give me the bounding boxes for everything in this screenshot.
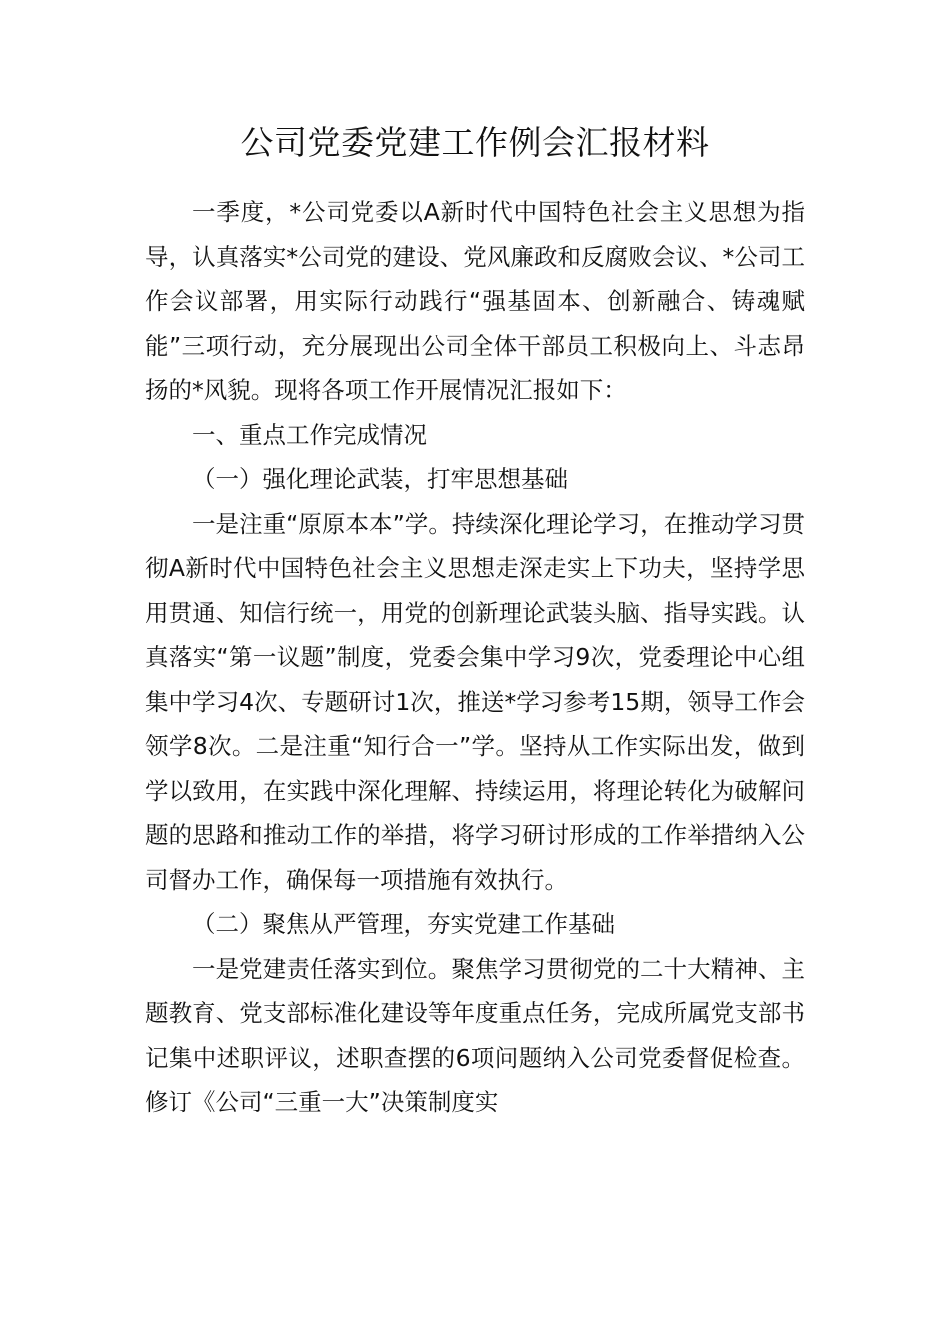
document-body — [145, 190, 805, 1125]
theory-study-paragraph: 一是注重“原原本本”学。持续深化理论学习，在推动学习贯彻A新时代中国特色社会主义思想走深走实上下功夫，坚持学思用贯通、知信行统一，用党的创新理论武装头脑、指导实践。认真落实“第一议题”制度，党委会集中学习9次，党委理论中心组集中学习4次、专题研讨1次，推送*学习参考15期，领导工作会领学8次。二是注重“知行合一”学。坚持从工作实际出发，做到学以致用，在实践中深化理解、持续运用，将理论转化为破解问题的思路和推动工作的举措，将学习研讨形成的工作举措纳入公司督办工作，确保每一项措施有效执行。 — [145, 509, 805, 894]
document-title: 公司党委党建工作例会汇报材料 — [240, 123, 710, 162]
subsection-heading-2: （二）聚焦从严管理，夯实党建工作基础 — [192, 910, 615, 938]
subsection-heading-1: （一）强化理论武装，打牢思想基础 — [192, 465, 568, 493]
intro-paragraph: 一季度，*公司党委以A新时代中国特色社会主义思想为指导，认真落实*公司党的建设、党风廉政和反腐败会议、*公司工作会议部署，用实际行动践行“强基固本、创新融合、铸魂赋能”三项行动，充分展现出公司全体干部员工积极向上、斗志昂扬的*风貌。现将各项工作开展情况汇报如下： — [145, 198, 805, 404]
party-building-paragraph: 一是党建责任落实到位。聚焦学习贯彻党的二十大精神、主题教育、党支部标准化建设等年度重点任务，完成所属党支部书记集中述职评议，述职查摆的6项问题纳入公司党委督促检查。修订《公司“三重一大”决策制度实 — [145, 954, 805, 1116]
section-heading-1: 一、重点工作完成情况 — [192, 420, 427, 449]
